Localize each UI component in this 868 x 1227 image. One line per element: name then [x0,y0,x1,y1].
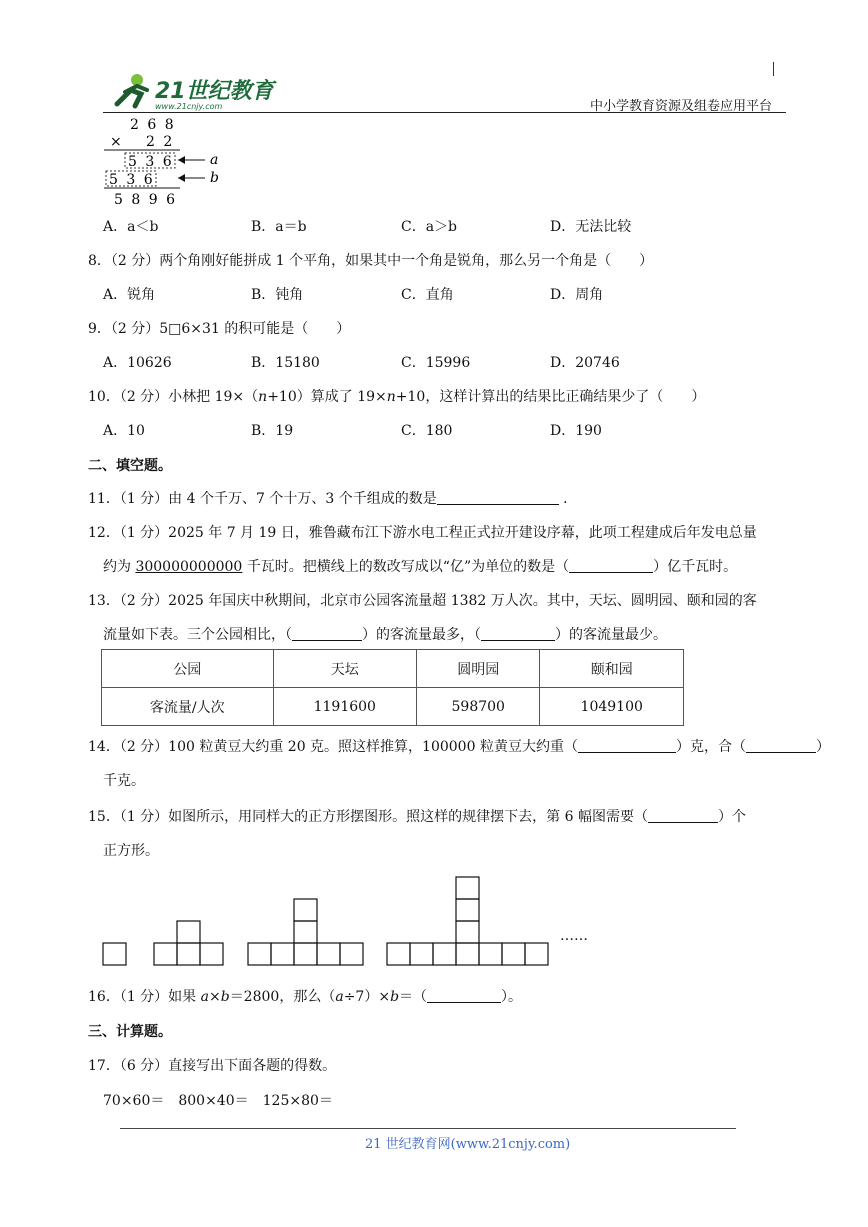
partial-b: 5 3 6 [109,172,155,188]
label-b: b [210,170,219,186]
q9-option-a: A．10626 [103,355,172,371]
q7-option-a: A．a＜b [103,219,159,235]
table-header-cell: 公园 [102,650,274,688]
svg-text:21世纪教育: 21世纪教育 [155,79,274,104]
footer-divider [120,1128,736,1129]
underlined-number: 300000000000 [135,559,243,575]
mult-row2: 2 2 [146,134,175,150]
q10-option-c: C．180 [401,423,453,439]
logo [107,70,282,116]
svg-text:www.21cnjy.com: www.21cnjy.com [155,102,223,111]
q17-stem: 17．（6 分）直接写出下面各题的得数。 [88,1058,337,1074]
runner-logo-icon [107,70,282,112]
table-cell: 1049100 [540,688,684,726]
q12-line2: 约为 300000000000 千瓦时。把横线上的数改写成以“亿”为单位的数是（ ）亿千瓦时。 [103,559,738,575]
q9-option-b: B．15180 [251,355,320,371]
q8-option-d: D．周角 [550,287,604,303]
q12-line1: 12．（1 分）2025 年 7 月 19 日，雅鲁藏布江下游水电工程正式拉开建设序幕，此项工程建成后年发电总量 [88,525,757,541]
q14-line2: 千克。 [103,773,145,789]
q12-blank[interactable] [569,558,653,573]
footer-site-link[interactable]: 21 世纪教育网(www.21cnjy.com) [365,1137,571,1152]
table-cell: 1191600 [273,688,417,726]
section-fill-in: 二、填空题。 [88,458,172,474]
q7-option-c: C．a＞b [401,219,458,235]
table-row [102,688,684,726]
q9-stem: 9．（2 分）5□6×31 的积可能是（ ） [88,321,351,337]
q10-option-d: D．190 [550,423,602,439]
q13-blank-most[interactable] [292,626,362,641]
q16-blank[interactable] [427,988,501,1003]
q7-option-b: B．a＝b [251,219,307,235]
table-cell: 598700 [417,688,540,726]
q8-stem: 8．（2 分）两个角刚好能拼成 1 个平角，如果其中一个角是锐角，那么另一个角是（ ） [88,253,654,269]
q17-calc-line: 70×60＝ 800×40＝ 125×80＝ [103,1093,333,1109]
table-header-cell: 颐和园 [540,650,684,688]
q14-blank-grams[interactable] [578,738,676,753]
q15-line2: 正方形。 [103,843,159,859]
mult-sign: × [110,134,122,150]
q8-option-a: A．锐角 [103,287,156,303]
q11-blank[interactable] [437,490,559,505]
q8-option-b: B．钝角 [251,287,304,303]
q10-option-a: A．10 [103,423,145,439]
q16: 16．（1 分）如果 a×b＝2800，那么（a÷7）×b＝（ ）。 [88,989,523,1005]
q15-line1: 15．（1 分）如图所示，用同样大的正方形摆图形。照这样的规律摆下去，第 6 幅图需要（ ）个 [88,809,746,825]
q8-option-c: C．直角 [401,287,454,303]
q15-blank[interactable] [648,808,718,823]
q13-line2: 流量如下表。三个公园相比，（ ）的客流量最多，（ ）的客流量最少。 [103,627,667,643]
q11: 11．（1 分）由 4 个千万、7 个十万、3 个千组成的数是 ． [88,491,578,507]
header-tick [773,62,774,76]
table-header-cell: 圆明园 [417,650,540,688]
q9-option-d: D．20746 [550,355,620,371]
q9-option-c: C．15996 [401,355,471,371]
q10-option-b: B．19 [251,423,294,439]
q14-line1: 14．（2 分）100 粒黄豆大约重 20 克。照这样推算，100000 粒黄豆大约重（ ）克，合（ ） [88,739,830,755]
multiplication-figure [100,115,240,211]
q13-blank-least[interactable] [481,626,555,641]
header-divider [103,112,786,113]
q13-line1: 13．（2 分）2025 年国庆中秋期间，北京市公园客流量超 1382 万人次。其中，天坛、圆明园、颐和园的客 [88,593,757,609]
q10-stem: 10．（2 分）小林把 19×（n+10）算成了 19×n+10，这样计算出的结果比正确结果少了（ ） [88,389,706,405]
partial-a: 5 3 6 [128,154,174,170]
table-header-row [102,650,684,688]
section-calculation: 三、计算题。 [88,1024,172,1040]
mult-result: 5 8 9 6 [114,192,177,207]
q14-blank-kg[interactable] [746,738,816,753]
q7-option-d: D．无法比较 [550,219,632,235]
mult-row1: 2 6 8 [130,117,176,133]
platform-title: 中小学教育资源及组卷应用平台 [590,99,773,114]
table-cell: 客流量/人次 [102,688,274,726]
table-header-cell: 天坛 [273,650,417,688]
pattern-ellipsis: …… [560,928,588,944]
label-a: a [210,152,219,168]
park-visitor-table [101,649,684,726]
square-pattern-figure [100,870,600,974]
